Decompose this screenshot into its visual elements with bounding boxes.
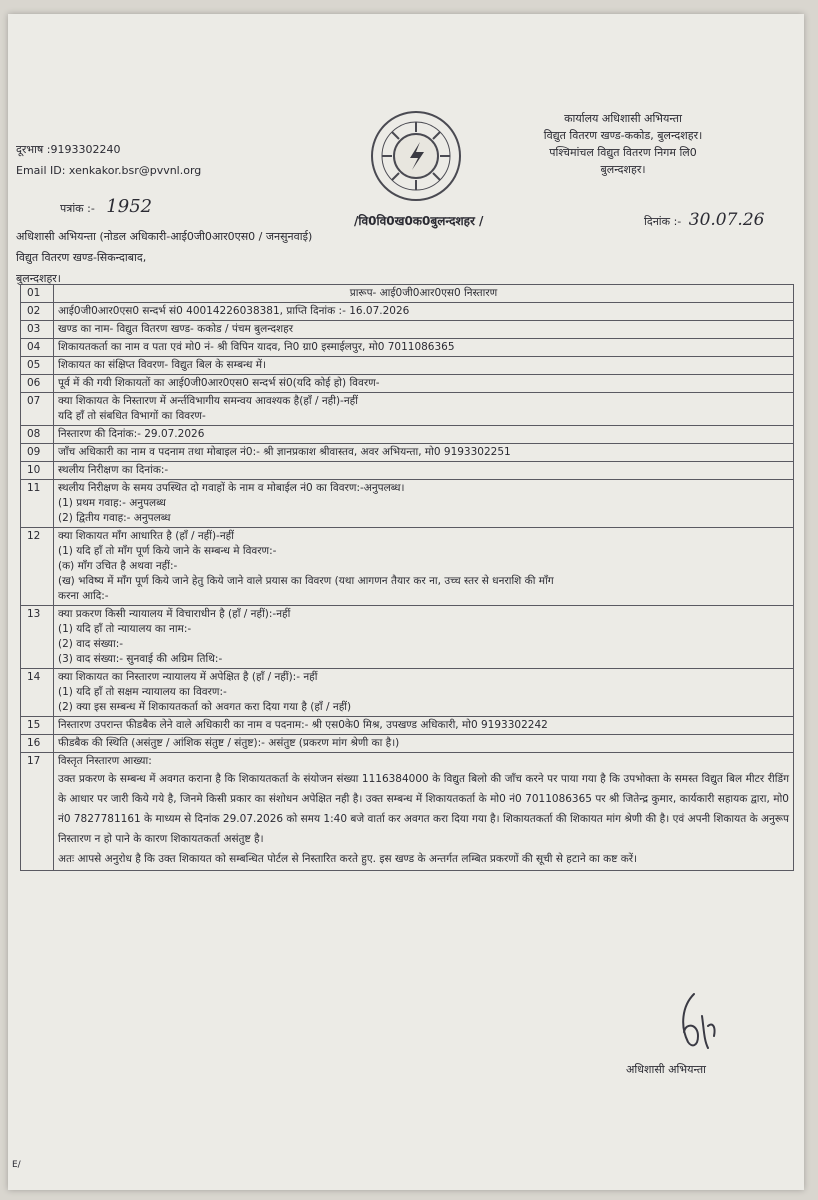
row-content (54, 339, 794, 357)
row-content (54, 669, 794, 717)
footer-mark: E/ (12, 1160, 21, 1170)
address-line: अधिशासी अभियन्ता (नोडल अधिकारी-आई0जी0आर0एस0 / जनसुनवाई) (16, 230, 313, 243)
signatory-designation: अधिशासी अभियन्ता (626, 1063, 707, 1076)
row-content (54, 528, 794, 606)
address-line: विद्युत वितरण खण्ड-सिकन्दाबाद, (16, 251, 147, 264)
form-row (21, 735, 794, 753)
row-content (54, 375, 794, 393)
form-row (21, 669, 794, 717)
letter-date (644, 210, 764, 230)
row-line: निस्तारण की दिनांक:- 29.07.2026 (58, 428, 205, 440)
form-row (21, 303, 794, 321)
row-number: 09 (21, 444, 54, 462)
row-number: 17 (21, 753, 54, 871)
office-line: पश्चिमांचल विद्युत वितरण निगम लि0 (549, 146, 697, 159)
row-content (54, 735, 794, 753)
disposal-narrative-paragraph: अतः आपसे अनुरोध है कि उक्त शिकायत को सम्बन्धित पोर्टल से निस्तारित करते हुए. इस खण्ड के अन्तर्गत लम्बित प्रकरणों की सूची से हटाने का कष्ट करें। (58, 853, 638, 865)
office-line: बुलन्दशहर। (600, 163, 646, 176)
row-line: करना आदि:- (58, 590, 109, 602)
row-content (54, 357, 794, 375)
row-line: क्या प्रकरण किसी न्यायालय में विचाराधीन है (हॉं / नहीं):-नहीं (58, 608, 291, 620)
row-number: 08 (21, 426, 54, 444)
row-line: खण्ड का नाम- विद्युत वितरण खण्ड- ककोड / पंचम बुलन्दशहर (58, 323, 294, 335)
letter-reference: /वि0वि0ख0क0बुलन्दशहर / (354, 214, 484, 228)
row-line: (2) द्वितीय गवाह:- अनुपलब्ध (58, 512, 171, 524)
row-line: (1) यदि हॉं तो न्यायालय का नाम:- (58, 623, 192, 635)
row-line: (1) प्रथम गवाह:- अनुपलब्ध (58, 497, 166, 509)
row-line: निस्तारण उपरान्त फीडबैक लेने वाले अधिकारी का नाम व पदनाम:- श्री एस0के0 मिश्र, उपखण्ड अधिकारी, मो0 9193302242 (58, 719, 548, 731)
row-number: 06 (21, 375, 54, 393)
letter-number-label: पत्रांक :- (60, 202, 95, 215)
row-content (54, 426, 794, 444)
row-content (54, 717, 794, 735)
letter-date-label: दिनांक :- (644, 215, 682, 228)
office-line: विद्युत वितरण खण्ड-ककोड, बुलन्दशहर। (543, 129, 703, 142)
letter-number-value: 1952 (106, 196, 153, 217)
row-line: क्या शिकायत के निस्तारण में अर्न्तविभागीय समन्वय आवश्यक है(हॉं / नही)-नहीं (58, 395, 358, 407)
document-page (8, 14, 804, 1190)
recipient-address (16, 226, 312, 289)
row-content (54, 285, 794, 303)
row-number: 11 (21, 480, 54, 528)
letter-number (60, 196, 152, 217)
row-line: (2) वाद संख्या:- (58, 638, 124, 650)
phone-number: दूरभाष :9193302240 (16, 143, 121, 156)
form-row (21, 393, 794, 426)
row-number: 14 (21, 669, 54, 717)
pvvnl-logo-icon (368, 108, 464, 204)
disposal-narrative-paragraph: उक्त प्रकरण के सम्बन्ध में अवगत कराना है कि शिकायतकर्ता के संयोजन संख्या 1116384000 के विद्युत बिलो की जॉंच करने पर पाया गया है कि उपभोक्ता के समस्त विद्युत बिल मीटर रीडिंग के आधार पर जारी किये गये है, जिनमे किसी प्रकार का संशोधन अपेक्षित नही है। उक्त सम्बन्ध में शिकायतकर्ता के मो0 नं0 7011086365 पर श्री जितेन्द्र कुमार, कार्यकारी सहायक द्वारा, मो0 नं0 7827781161 के माध्यम से दिनांक 29.07.2026 को समय 1:40 बजे वार्ता कर अवगत करा दिया गया है। शिकायतकर्ता की शिकायत मांग श्रेणी की है। एवं अपनी शिकायत के अनुरूप निस्तारण न हो पाने के कारण शिकायतकर्ता असंतुष्ट है। (58, 773, 789, 845)
row-line: (1) यदि हॉं तो सक्षम न्यायालय का विवरण:- (58, 686, 227, 698)
form-row (21, 480, 794, 528)
form-row (21, 444, 794, 462)
row-line: (क) मॉंग उचित है अथवा नहीं:- (58, 560, 178, 572)
row-number: 13 (21, 606, 54, 669)
letter-date-value: 30.07.26 (688, 210, 765, 230)
signature-icon (664, 986, 724, 1056)
row-number: 12 (21, 528, 54, 606)
form-row (21, 285, 794, 303)
row-line: विस्तृत निस्तारण आख्या: (58, 755, 152, 767)
row-content (54, 480, 794, 528)
row-line: आई0जी0आर0एस0 सन्दर्भ सं0 40014226038381, प्राप्ति दिनांक :- 16.07.2026 (58, 305, 410, 317)
row-number: 04 (21, 339, 54, 357)
row-number: 16 (21, 735, 54, 753)
row-line: प्रारूप- आई0जी0आर0एस0 निस्तारण (349, 287, 498, 299)
row-line: क्या शिकायत मॉंग आधारित है (हॉं / नहीं)-नहीं (58, 530, 234, 542)
igrs-disposal-form (20, 284, 794, 871)
form-row (21, 606, 794, 669)
form-row (21, 339, 794, 357)
row-content (54, 303, 794, 321)
row-content (54, 444, 794, 462)
row-number: 10 (21, 462, 54, 480)
row-line: (1) यदि हॉं तो मॉंग पूर्ण किये जाने के सम्बन्ध मे विवरण:- (58, 545, 277, 557)
form-row (21, 357, 794, 375)
form-row (21, 717, 794, 735)
row-line: फीडबैक की स्थिति (असंतुष्ट / आंशिक संतुष्ट / संतुष्ट):- असंतुष्ट (प्रकरण मांग श्रेणी का है।) (58, 737, 400, 749)
row-line: जॉंच अधिकारी का नाम व पदनाम तथा मोबाइल नं0:- श्री ज्ञानप्रकाश श्रीवास्तव, अवर अभियन्ता, मो0 9193302251 (58, 446, 511, 458)
row-line: स्थलीय निरीक्षण के समय उपस्थित दो गवाहों के नाम व मोबाईल नं0 का विवरण:-अनुपलब्ध। (58, 482, 405, 494)
row-number: 05 (21, 357, 54, 375)
row-number: 01 (21, 285, 54, 303)
row-content (54, 393, 794, 426)
row-content (54, 753, 794, 871)
row-line: (3) वाद संख्या:- सुनवाई की अग्रिम तिथि:- (58, 653, 223, 665)
row-number: 15 (21, 717, 54, 735)
row-number: 03 (21, 321, 54, 339)
form-row (21, 426, 794, 444)
office-address (508, 110, 738, 178)
row-line: क्या शिकायत का निस्तारण न्यायालय में अपेक्षित है (हॉं / नहीं):- नहीं (58, 671, 318, 683)
form-row (21, 321, 794, 339)
office-line: कार्यालय अधिशासी अभियन्ता (564, 112, 682, 125)
row-content (54, 321, 794, 339)
form-row (21, 375, 794, 393)
email-id: Email ID: xenkakor.bsr@pvvnl.org (16, 164, 202, 177)
form-row (21, 462, 794, 480)
row-line: (2) क्या इस सम्बन्ध में शिकायतकर्ता को अवगत करा दिया गया है (हॉं / नहीं) (58, 701, 352, 713)
row-line: यदि हॉं तो संबधित विभागों का विवरण- (58, 410, 206, 422)
row-number: 02 (21, 303, 54, 321)
row-line: शिकायतकर्ता का नाम व पता एवं मो0 नं- श्री विपिन यादव, नि0 ग्रा0 इस्माईलपुर, मो0 7011086365 (58, 341, 455, 353)
row-number: 07 (21, 393, 54, 426)
form-row (21, 528, 794, 606)
row-line: (ख) भविष्य में मॉंग पूर्ण किये जाने हेतु किये जाने वाले प्रयास का विवरण (यथा आगणन तैयार कर ना, उच्च स्तर से धनराशि की मॉंग (58, 575, 554, 587)
row-line: पूर्व में की गयी शिकायतों का आई0जी0आर0एस0 सन्दर्भ सं0(यदि कोई हो) विवरण- (58, 377, 380, 389)
form-row (21, 753, 794, 871)
row-line: स्थलीय निरीक्षण का दिनांक:- (58, 464, 169, 476)
row-content (54, 462, 794, 480)
address-line: बुलन्दशहर। (16, 272, 61, 285)
row-line: शिकायत का संक्षिप्त विवरण- विद्युत बिल के सम्बन्ध में। (58, 359, 267, 371)
row-content (54, 606, 794, 669)
